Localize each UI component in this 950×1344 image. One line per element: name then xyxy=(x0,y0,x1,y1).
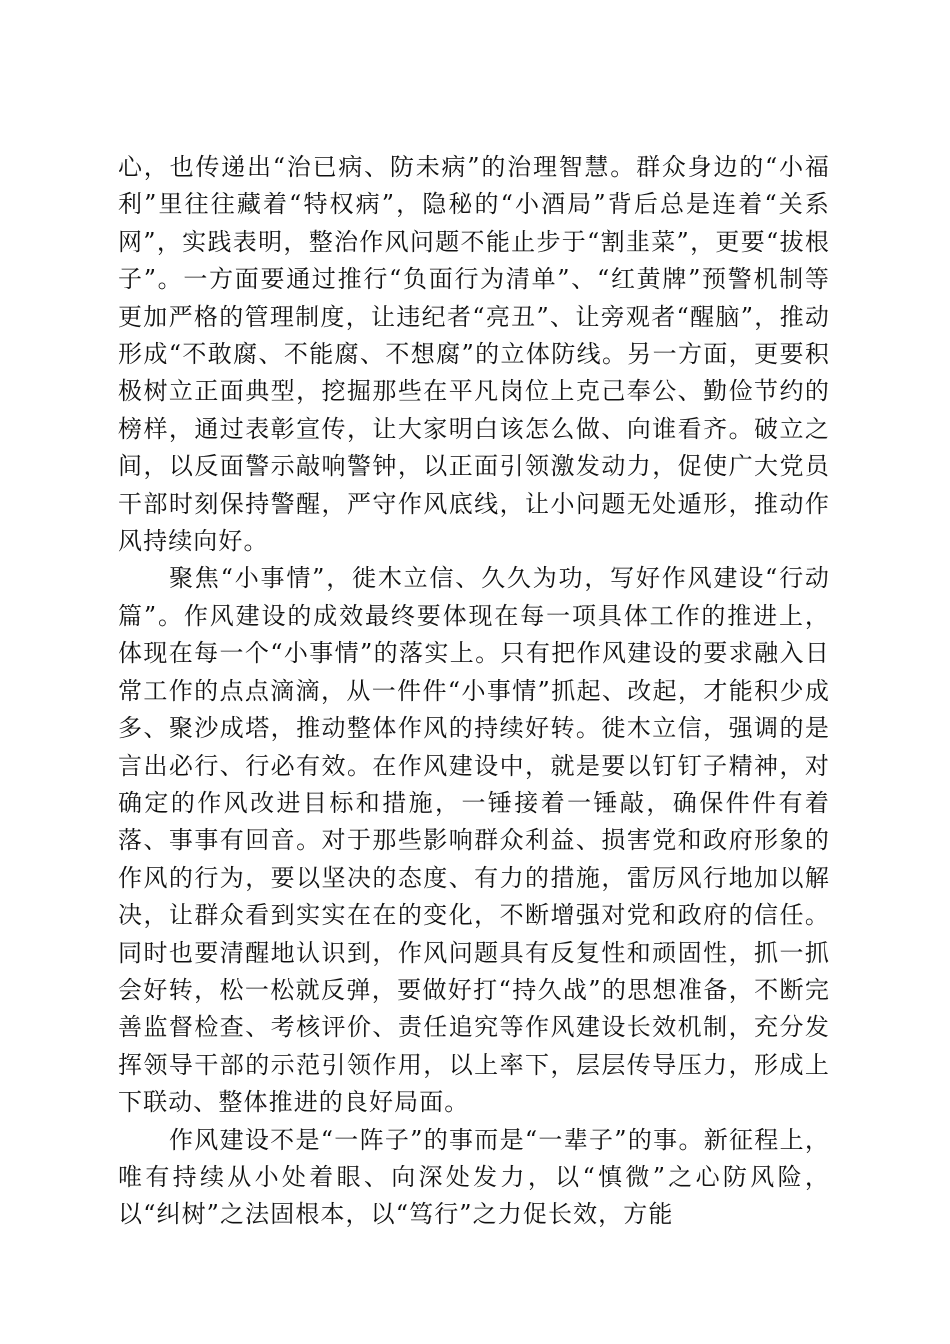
paragraph-3: 作风建设不是“一阵子”的事而是“一辈子”的事。新征程上，唯有持续从小处着眼、向深处发力，以“慎微”之心防风险，以“纠树”之法固根本，以“笃行”之力促长效，方能 xyxy=(118,1125,830,1229)
document-body xyxy=(118,149,830,1234)
paragraph-1: 心，也传递出“治已病、防未病”的治理智慧。群众身边的“小福利”里往往藏着“特权病”，隐秘的“小酒局”背后总是连着“关系网”，实践表明，整治作风问题不能止步于“割韭菜”，更要“拔根子”。一方面要通过推行“负面行为清单”、“红黄牌”预警机制等更加严格的管理制度，让违纪者“亮丑”、让旁观者“醒脑”，推动形成“不敢腐、不能腐、不想腐”的立体防线。另一方面，更要积极树立正面典型，挖掘那些在平凡岗位上克己奉公、勤俭节约的榜样，通过表彰宣传，让大家明白该怎么做、向谁看齐。破立之间，以反面警示敲响警钟，以正面引领激发动力，促使广大党员干部时刻保持警醒，严守作风底线，让小问题无处遁形，推动作风持续向好。 xyxy=(118,153,830,556)
paragraph-2: 聚焦“小事情”，徙木立信、久久为功，写好作风建设“行动篇”。作风建设的成效最终要体现在每一项具体工作的推进上，体现在每一个“小事情”的落实上。只有把作风建设的要求融入日常工作的点点滴滴，从一件件“小事情”抓起、改起，才能积少成多、聚沙成塔，推动整体作风的持续好转。徙木立信，强调的是言出必行、行必有效。在作风建设中，就是要以钉钉子精神，对确定的作风改进目标和措施，一锤接着一锤敲，确保件件有着落、事事有回音。对于那些影响群众利益、损害党和政府形象的作风的行为，要以坚决的态度、有力的措施，雷厉风行地加以解决，让群众看到实实在在的变化，不断增强对党和政府的信任。同时也要清醒地认识到，作风问题具有反复性和顽固性，抓一抓会好转，松一松就反弹，要做好打“持久战”的思想准备，不断完善监督检查、考核评价、责任追究等作风建设长效机制，充分发挥领导干部的示范引领作用，以上率下，层层传导压力，形成上下联动、整体推进的良好局面。 xyxy=(118,564,830,1117)
